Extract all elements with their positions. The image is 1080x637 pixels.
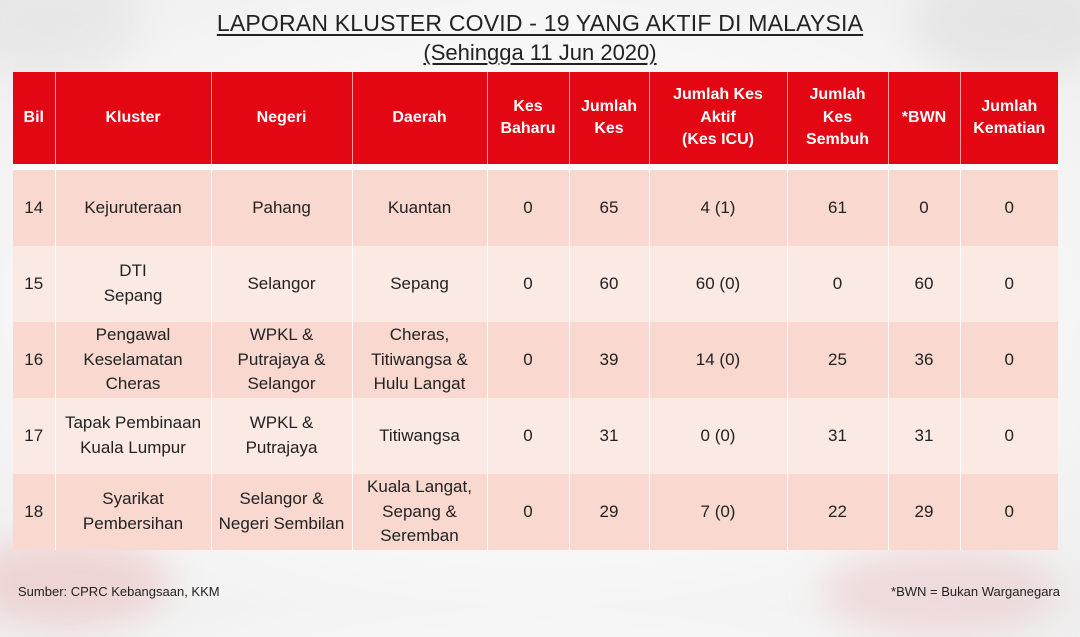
cell-bwn: 29 — [888, 474, 960, 550]
cell-negeri: Pahang — [211, 170, 352, 246]
cell-kes-aktif: 60 (0) — [649, 246, 787, 322]
cell-kes-baharu: 0 — [487, 170, 569, 246]
cell-bil: 17 — [13, 398, 55, 474]
source-note: Sumber: CPRC Kebangsaan, KKM — [18, 584, 220, 599]
cell-bwn: 0 — [888, 170, 960, 246]
cell-kematian: 0 — [960, 322, 1058, 398]
cell-daerah: Titiwangsa — [352, 398, 487, 474]
cell-kes-baharu: 0 — [487, 322, 569, 398]
report-subtitle: (Sehingga 11 Jun 2020) — [423, 40, 657, 65]
cell-negeri: WPKL & Putrajaya — [211, 398, 352, 474]
cell-kluster: Kejuruteraan — [55, 170, 211, 246]
cell-bwn: 60 — [888, 246, 960, 322]
cell-bil: 14 — [13, 170, 55, 246]
cell-jumlah-kes: 39 — [569, 322, 649, 398]
cluster-table — [13, 72, 1058, 550]
header-jumlah-kematian: Jumlah Kematian — [960, 72, 1058, 164]
cell-jumlah-kes: 29 — [569, 474, 649, 550]
cell-daerah: Cheras, Titiwangsa & Hulu Langat — [352, 322, 487, 398]
header-negeri: Negeri — [211, 72, 352, 164]
cell-bil: 18 — [13, 474, 55, 550]
cell-kes-sembuh: 22 — [787, 474, 888, 550]
cell-kematian: 0 — [960, 474, 1058, 550]
header-jumlah-kes-sembuh: Jumlah Kes Sembuh — [787, 72, 888, 164]
cell-kes-aktif: 7 (0) — [649, 474, 787, 550]
table-header-row — [13, 72, 1058, 164]
cell-kes-sembuh: 31 — [787, 398, 888, 474]
cell-jumlah-kes: 60 — [569, 246, 649, 322]
cell-kes-baharu: 0 — [487, 398, 569, 474]
cell-kematian: 0 — [960, 398, 1058, 474]
cell-kluster: Pengawal Keselamatan Cheras — [55, 322, 211, 398]
header-daerah: Daerah — [352, 72, 487, 164]
cell-kes-aktif: 0 (0) — [649, 398, 787, 474]
report-title: LAPORAN KLUSTER COVID - 19 YANG AKTIF DI MALAYSIA — [216, 10, 864, 36]
table-row — [13, 398, 1058, 474]
cell-jumlah-kes: 65 — [569, 170, 649, 246]
cell-kluster: Syarikat Pembersihan — [55, 474, 211, 550]
cell-negeri: WPKL & Putrajaya & Selangor — [211, 322, 352, 398]
cell-kes-baharu: 0 — [487, 474, 569, 550]
cell-kes-sembuh: 25 — [787, 322, 888, 398]
bwn-footnote: *BWN = Bukan Warganegara — [891, 584, 1060, 599]
cell-kes-sembuh: 0 — [787, 246, 888, 322]
header-bwn: *BWN — [888, 72, 960, 164]
cell-jumlah-kes: 31 — [569, 398, 649, 474]
cell-bwn: 31 — [888, 398, 960, 474]
table-row — [13, 322, 1058, 398]
cell-negeri: Selangor & Negeri Sembilan — [211, 474, 352, 550]
table-row — [13, 246, 1058, 322]
cell-daerah: Sepang — [352, 246, 487, 322]
cell-kes-aktif: 14 (0) — [649, 322, 787, 398]
cell-daerah: Kuantan — [352, 170, 487, 246]
cell-kluster: DTI Sepang — [55, 246, 211, 322]
cell-bil: 16 — [13, 322, 55, 398]
table-row — [13, 170, 1058, 246]
header-kes-baharu: Kes Baharu — [487, 72, 569, 164]
cell-kes-baharu: 0 — [487, 246, 569, 322]
cell-negeri: Selangor — [211, 246, 352, 322]
cell-kematian: 0 — [960, 246, 1058, 322]
header-kluster: Kluster — [55, 72, 211, 164]
cell-bwn: 36 — [888, 322, 960, 398]
cell-daerah: Kuala Langat, Sepang & Seremban — [352, 474, 487, 550]
header-jumlah-kes: Jumlah Kes — [569, 72, 649, 164]
cell-kluster: Tapak Pembinaan Kuala Lumpur — [55, 398, 211, 474]
background-blob — [0, 537, 170, 627]
header-jumlah-kes-aktif: Jumlah Kes Aktif (Kes ICU) — [649, 72, 787, 164]
cell-kematian: 0 — [960, 170, 1058, 246]
table-row — [13, 474, 1058, 550]
header-bil: Bil — [13, 72, 55, 164]
cell-kes-aktif: 4 (1) — [649, 170, 787, 246]
cell-bil: 15 — [13, 246, 55, 322]
cell-kes-sembuh: 61 — [787, 170, 888, 246]
